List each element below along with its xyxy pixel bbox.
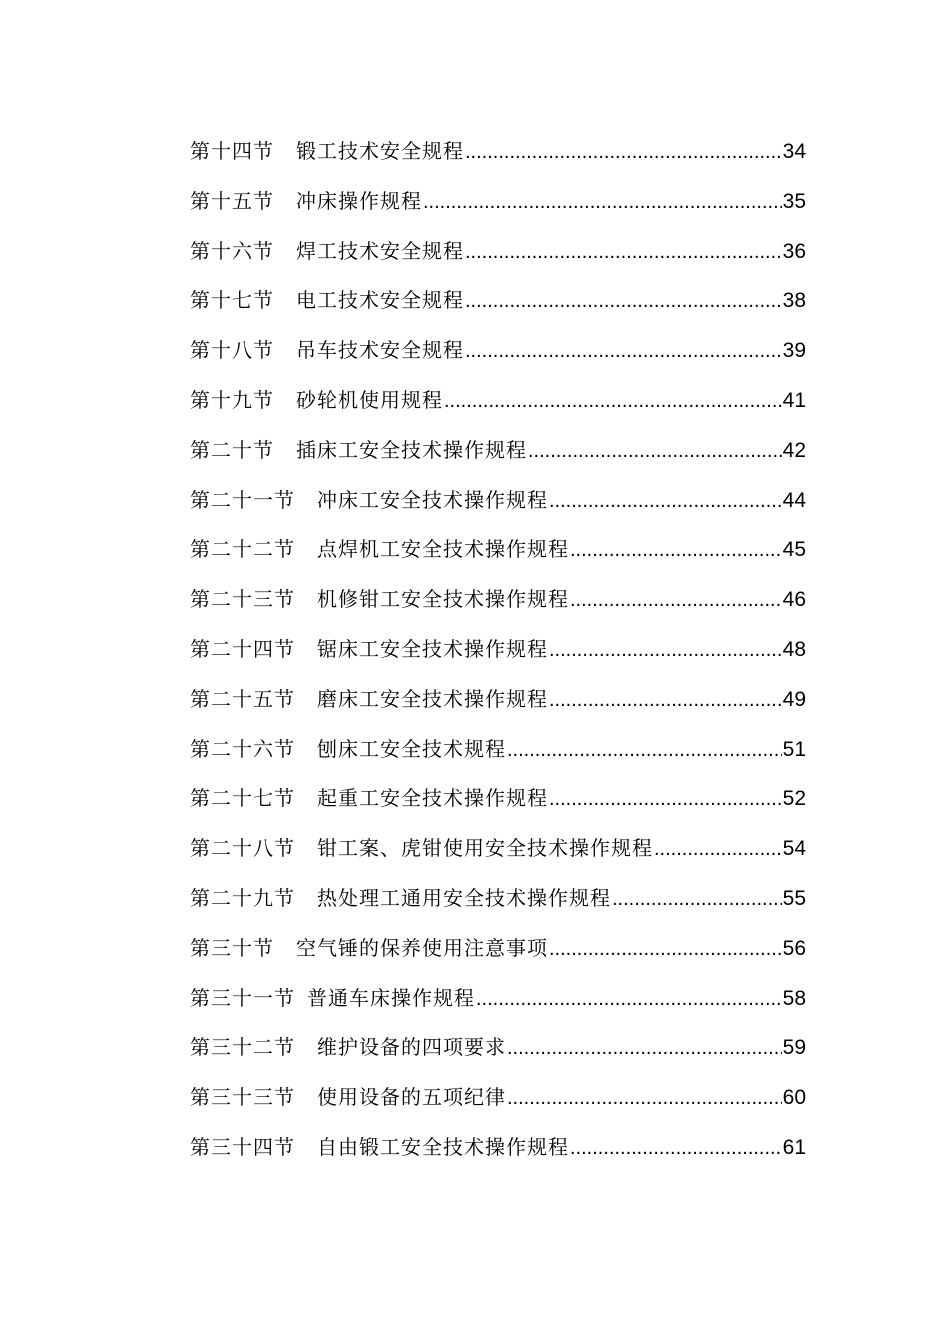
toc-section-number: 第十八节 [190, 338, 274, 363]
toc-section-number: 第二十二节 [190, 537, 295, 562]
toc-entry-title: 电工技术安全规程 [296, 288, 464, 313]
toc-entry-title: 吊车技术安全规程 [296, 338, 464, 363]
toc-entry[interactable] [190, 776, 806, 826]
toc-entry-title: 热处理工通用安全技术操作规程 [317, 885, 611, 910]
toc-entry-title: 锻工技术安全规程 [296, 139, 464, 163]
toc-dot-leader [476, 977, 782, 1021]
toc-dot-leader [465, 279, 782, 323]
toc-page-number: 45 [782, 538, 806, 562]
toc-entry[interactable] [190, 876, 806, 926]
toc-entry[interactable] [190, 229, 806, 279]
toc-dot-leader [507, 728, 782, 772]
toc-dot-leader [465, 230, 782, 274]
toc-entry[interactable] [190, 1125, 806, 1175]
toc-entry-title: 使用设备的五项纪律 [317, 1085, 506, 1110]
toc-page-number: 59 [782, 1036, 806, 1060]
toc-entry-title: 插床工安全技术操作规程 [296, 437, 527, 462]
toc-page-number: 39 [782, 339, 806, 363]
toc-dot-leader [549, 678, 782, 722]
toc-entry[interactable] [190, 378, 806, 428]
toc-entry-title: 焊工技术安全规程 [296, 238, 464, 263]
toc-page-number: 60 [782, 1086, 806, 1110]
toc-entry-title: 起重工安全技术操作规程 [317, 786, 548, 811]
toc-entry[interactable] [190, 627, 806, 677]
toc-page-number: 52 [782, 787, 806, 811]
toc-page-number: 42 [782, 438, 806, 462]
toc-section-number: 第十六节 [190, 238, 274, 263]
toc-page-number: 48 [782, 637, 806, 661]
toc-section-number: 第十七节 [190, 288, 274, 313]
toc-dot-leader [612, 877, 782, 921]
toc-page-number: 44 [782, 488, 806, 512]
toc-entry[interactable] [190, 1075, 806, 1125]
toc-entry-title: 普通车床操作规程 [307, 985, 475, 1010]
toc-dot-leader [654, 827, 782, 871]
toc-section-number: 第二十八节 [190, 836, 295, 861]
toc-page-number: 61 [782, 1135, 806, 1159]
toc-dot-leader [528, 429, 782, 473]
toc-section-number: 第二十节 [190, 437, 274, 462]
toc-entry[interactable] [190, 328, 806, 378]
toc-page-number: 46 [782, 588, 806, 612]
toc-dot-leader [423, 180, 782, 224]
toc-entry[interactable] [190, 179, 806, 229]
toc-section-number: 第十五节 [190, 188, 274, 213]
toc-entry[interactable] [190, 577, 806, 627]
toc-entry-title: 冲床操作规程 [296, 188, 422, 213]
toc-page-number: 54 [782, 837, 806, 861]
toc-dot-leader [570, 528, 782, 572]
toc-entry[interactable] [190, 826, 806, 876]
toc-entry[interactable] [190, 727, 806, 777]
toc-entry-title: 空气锤的保养使用注意事项 [296, 935, 548, 960]
toc-dot-leader [465, 130, 782, 174]
toc-page-number: 56 [782, 936, 806, 960]
toc-section-number: 第三十三节 [190, 1085, 295, 1110]
toc-entry-title: 维护设备的四项要求 [317, 1035, 506, 1060]
toc-entry[interactable] [190, 478, 806, 528]
toc-entry[interactable] [190, 129, 806, 179]
toc-section-number: 第二十四节 [190, 636, 295, 661]
toc-section-number: 第十四节 [190, 139, 274, 163]
table-of-contents [190, 129, 806, 1175]
toc-dot-leader [444, 379, 782, 423]
toc-dot-leader [549, 777, 782, 821]
toc-page-number: 49 [782, 687, 806, 711]
toc-entry[interactable] [190, 428, 806, 478]
toc-section-number: 第三十节 [190, 935, 274, 960]
toc-section-number: 第二十五节 [190, 686, 295, 711]
toc-entry[interactable] [190, 1025, 806, 1075]
toc-entry[interactable] [190, 926, 806, 976]
toc-entry-title: 自由锻工安全技术操作规程 [317, 1134, 569, 1159]
toc-entry-title: 冲床工安全技术操作规程 [317, 487, 548, 512]
toc-section-number: 第二十一节 [190, 487, 295, 512]
toc-page-number: 36 [782, 239, 806, 263]
toc-entry[interactable] [190, 976, 806, 1026]
toc-entry-title: 刨床工安全技术规程 [317, 736, 506, 761]
toc-entry-title: 磨床工安全技术操作规程 [317, 686, 548, 711]
toc-dot-leader [549, 628, 782, 672]
toc-dot-leader [507, 1076, 782, 1120]
toc-entry-title: 机修钳工安全技术操作规程 [317, 587, 569, 612]
toc-page-number: 51 [782, 737, 806, 761]
toc-page-number: 34 [782, 140, 806, 163]
toc-section-number: 第二十七节 [190, 786, 295, 811]
toc-page-number: 41 [782, 388, 806, 412]
toc-section-number: 第二十三节 [190, 587, 295, 612]
toc-section-number: 第二十六节 [190, 736, 295, 761]
toc-entry-title: 砂轮机使用规程 [296, 387, 443, 412]
toc-section-number: 第三十一节 [190, 985, 295, 1010]
toc-entry-title: 锯床工安全技术操作规程 [317, 636, 548, 661]
toc-section-number: 第三十二节 [190, 1035, 295, 1060]
toc-dot-leader [570, 578, 782, 622]
toc-dot-leader [507, 1026, 782, 1070]
toc-dot-leader [465, 329, 782, 373]
toc-dot-leader [549, 927, 782, 971]
toc-entry[interactable] [190, 677, 806, 727]
toc-section-number: 第三十四节 [190, 1134, 295, 1159]
toc-dot-leader [570, 1126, 782, 1170]
toc-entry-title: 钳工案、虎钳使用安全技术操作规程 [317, 836, 653, 861]
toc-entry[interactable] [190, 278, 806, 328]
toc-entry[interactable] [190, 527, 806, 577]
toc-dot-leader [549, 479, 782, 523]
toc-page-number: 58 [782, 986, 806, 1010]
toc-section-number: 第二十九节 [190, 885, 295, 910]
toc-page-number: 55 [782, 886, 806, 910]
toc-entry-title: 点焊机工安全技术操作规程 [317, 537, 569, 562]
toc-page-number: 38 [782, 289, 806, 313]
toc-section-number: 第十九节 [190, 387, 274, 412]
toc-page-number: 35 [782, 189, 806, 213]
